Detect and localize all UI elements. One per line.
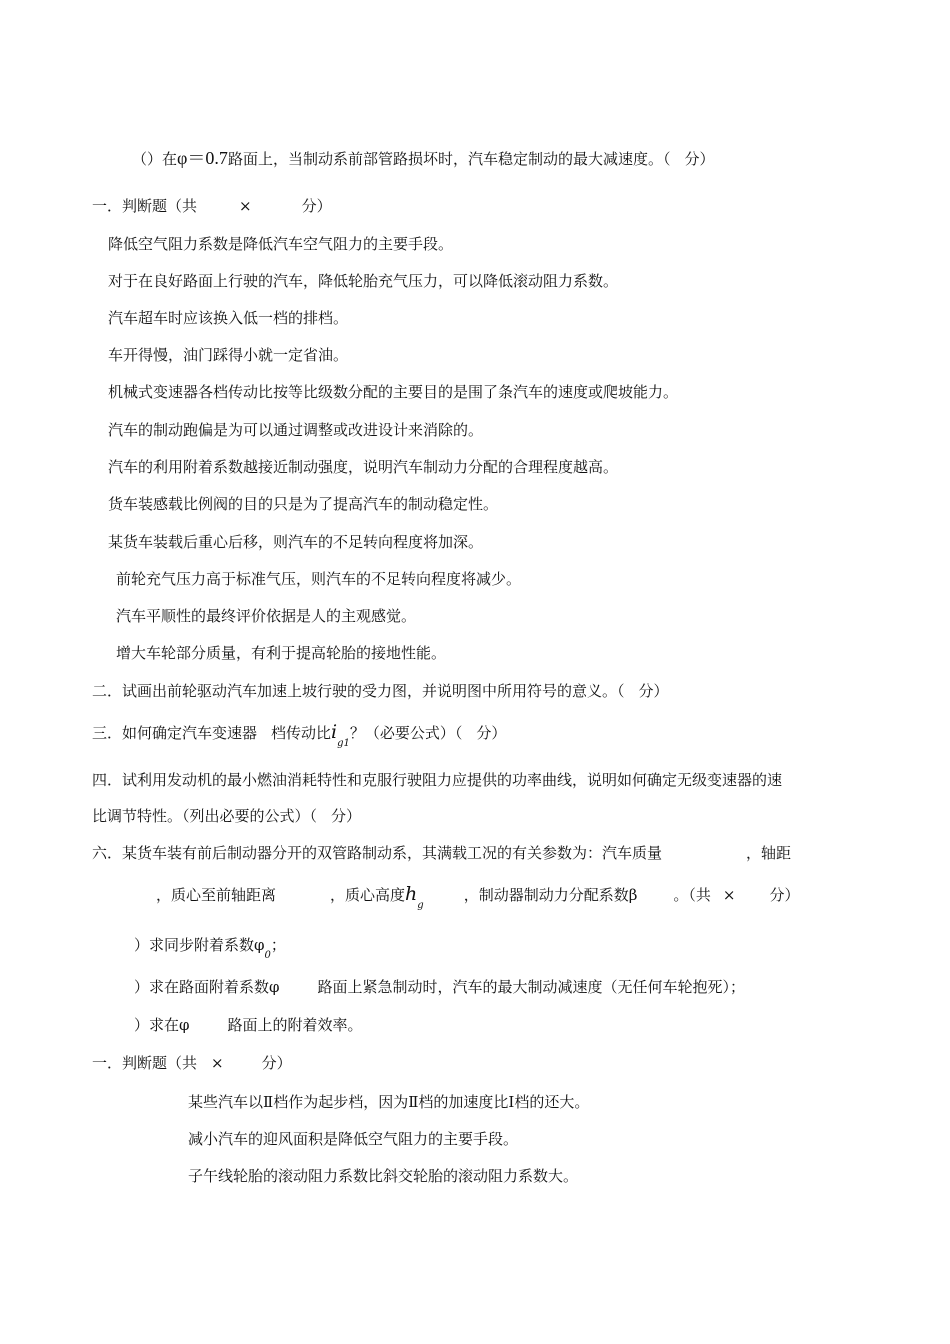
question-6-line-1	[92, 843, 791, 863]
text-post: 路面上，当制动系前部管路损坏时，汽车稳定制动的最大减速度。（	[227, 150, 671, 168]
section-heading-true-false	[92, 196, 332, 216]
gear-ratio-symbol: i	[331, 721, 338, 743]
question-4-line-1: 四．试利用发动机的最小燃油消耗特性和克服行驶阻力应提供的功率曲线，说明如何确定无级变速器的速	[92, 771, 783, 789]
question-2-unit: 分）	[638, 682, 669, 700]
cg-height-subscript: g	[417, 900, 424, 911]
sub-3-end: 路面上的附着效率。	[227, 1016, 363, 1034]
section-heading-true-false-2	[92, 1053, 292, 1073]
judgment-item: 车开得慢，油门踩得小就一定省油。	[108, 346, 349, 364]
times-sign: ×	[239, 197, 252, 215]
top-question-line	[132, 148, 714, 169]
heading-right: 分）	[301, 197, 332, 215]
judgment-item: 货车装感载比例阀的目的只是为了提高汽车的制动稳定性。	[108, 495, 499, 513]
phi-expression: φ＝0.7	[177, 148, 228, 168]
question-6-sub-1	[134, 935, 286, 961]
heading-left: 一．判断题（共	[92, 197, 198, 215]
question-4-line-2	[92, 806, 361, 826]
times-sign: ×	[722, 886, 736, 904]
heading-left: 一．判断题（共	[92, 1054, 198, 1072]
question-3-mid: 档传动比	[271, 724, 332, 742]
question-6-sub-3	[134, 1015, 363, 1035]
gear-ratio-subscript: g1	[337, 738, 350, 749]
question-3-post: ？（必要公式）（	[349, 724, 463, 742]
question-6-wheelbase: ，轴距	[746, 844, 792, 862]
judgment-item: 增大车轮部分质量，有利于提高轮胎的接地性能。	[116, 644, 447, 662]
judgment-item: 汽车超车时应该换入低一档的排档。	[108, 309, 349, 327]
question-2	[92, 681, 669, 701]
heading-right: 分）	[261, 1054, 292, 1072]
judgment-item: 汽车的利用附着系数越接近制动强度，说明汽车制动力分配的合理程度越高。	[108, 458, 619, 476]
sub-2-text: ）求在路面附着系数φ	[134, 978, 280, 996]
total-score-left: 。（共	[673, 886, 711, 904]
question-4-unit: 分）	[331, 807, 362, 825]
paren-open: （	[132, 150, 148, 168]
cg-height-label: ，质心高度	[330, 886, 406, 904]
phi-zero-subscript: 0	[264, 950, 271, 961]
judgment-item: 汽车的制动跑偏是为可以通过调整或改进设计来消除的。	[108, 421, 484, 439]
judgment-item: 减小汽车的迎风面积是降低空气阻力的主要手段。	[188, 1130, 519, 1148]
total-score-right: 分）	[769, 886, 800, 904]
paren-close: ）	[147, 150, 163, 168]
question-6-line-2	[156, 883, 800, 911]
question-2-text: 二．试画出前轮驱动汽车加速上坡行驶的受力图，并说明图中所用符号的意义。（	[92, 682, 625, 700]
cg-height-symbol: h	[405, 883, 418, 905]
times-sign: ×	[211, 1054, 224, 1072]
question-3	[92, 721, 507, 749]
sub-1-text: ）求同步附着系数φ	[134, 936, 265, 954]
judgment-item: 汽车平顺性的最终评价依据是人的主观感觉。	[116, 607, 417, 625]
brake-distribution-coefficient: ，制动器制动力分配系数β	[463, 886, 638, 904]
judgment-item: 子午线轮胎的滚动阻力系数比斜交轮胎的滚动阻力系数大。	[188, 1167, 579, 1185]
sub-3-text: ）求在φ	[134, 1016, 190, 1034]
question-4-line-2-text: 比调节特性。（列出必要的公式）（	[92, 807, 318, 825]
question-6-sub-2	[134, 977, 745, 997]
judgment-item: 某货车装载后重心后移，则汽车的不足转向程度将加深。	[108, 533, 484, 551]
judgment-item: 降低空气阻力系数是降低汽车空气阻力的主要手段。	[108, 235, 454, 253]
judgment-item: 机械式变速器各档传动比按等比级数分配的主要目的是围了条汽车的速度或爬坡能力。	[108, 383, 679, 401]
cg-front-axle-distance: ，质心至前轴距离	[156, 886, 277, 904]
sub-1-end: ；	[270, 936, 286, 954]
judgment-item: 某些汽车以Ⅱ档作为起步档，因为Ⅱ档的加速度比Ⅰ档的还大。	[188, 1093, 590, 1111]
sub-2-end: 路面上紧急制动时，汽车的最大制动减速度（无任何车轮抱死）；	[317, 978, 746, 996]
question-3-pre: 三．如何确定汽车变速器	[92, 724, 258, 742]
text-pre: 在	[162, 150, 178, 168]
judgment-item: 前轮充气压力高于标准气压，则汽车的不足转向程度将减少。	[116, 570, 522, 588]
judgment-item: 对于在良好路面上行驶的汽车，降低轮胎充气压力，可以降低滚动阻力系数。	[108, 272, 619, 290]
score-unit: 分）	[684, 150, 715, 168]
question-6-text: 六．某货车装有前后制动器分开的双管路制动系，其满载工况的有关参数为：汽车质量	[92, 844, 663, 862]
question-3-unit: 分）	[476, 724, 507, 742]
